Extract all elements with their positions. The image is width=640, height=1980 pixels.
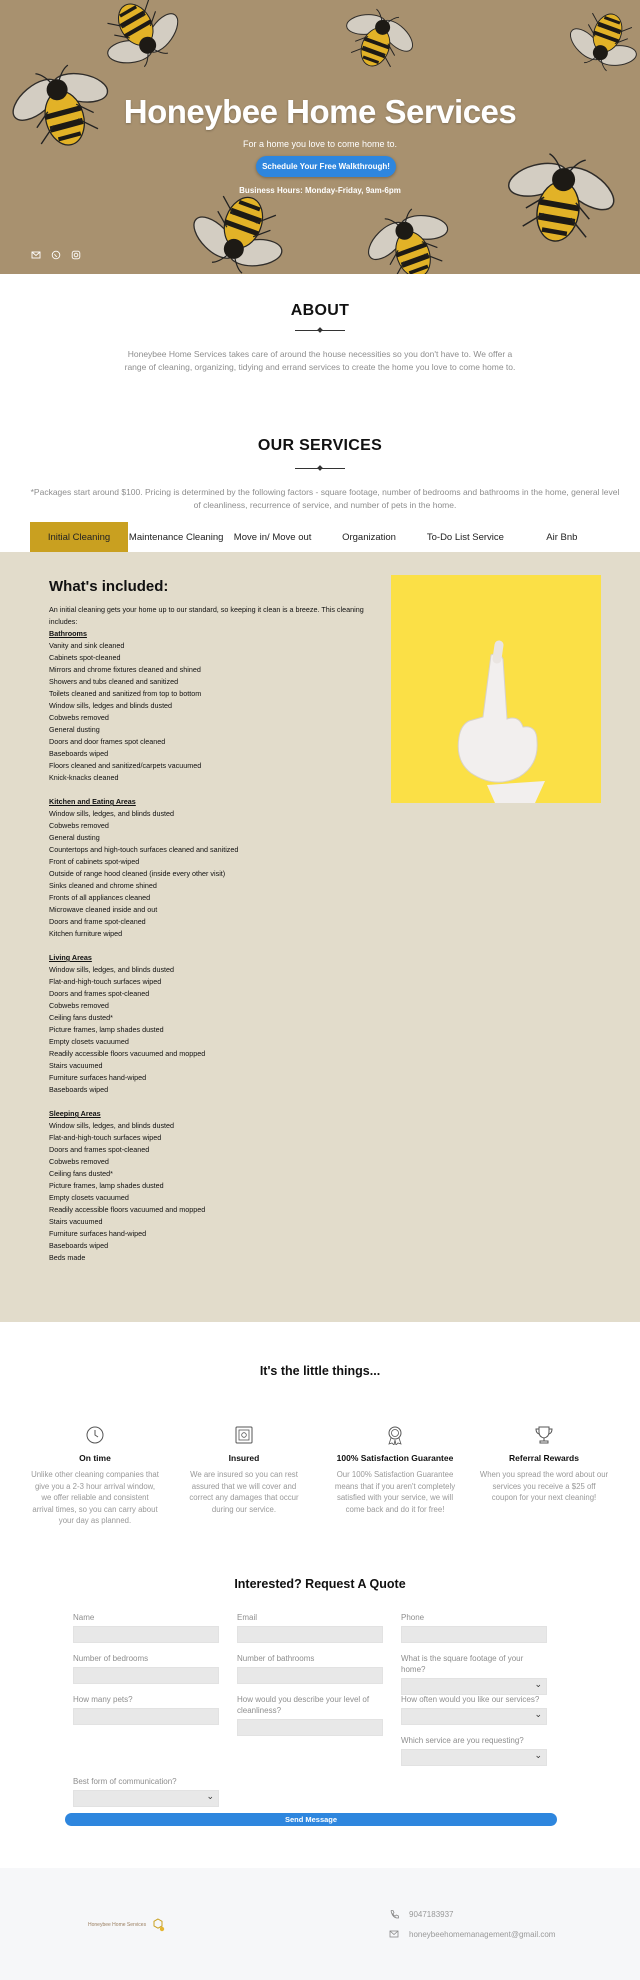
feature-satisfaction (330, 1425, 460, 1515)
list-item: Empty closets vacuumed (49, 1193, 129, 1202)
feature-text: Our 100% Satisfaction Guarantee means that if you aren't completely satisfied with your service, we will come back and do it for free! (334, 1470, 456, 1514)
about-title: ABOUT (290, 302, 350, 319)
phone-field (401, 1612, 547, 1643)
name-input[interactable] (73, 1626, 219, 1643)
list-item: Stairs vacuumed (49, 1217, 103, 1226)
sqft-select[interactable] (401, 1678, 547, 1695)
list-item: Ceiling fans dusted* (49, 1013, 113, 1022)
list-item: Outside of range hood cleaned (inside every other visit) (49, 869, 226, 878)
group-heading: Bathrooms (49, 629, 87, 638)
list-item: Readily accessible floors vacuumed and mopped (49, 1205, 206, 1214)
phone-input[interactable] (401, 1626, 547, 1643)
business-hours: Business Hours: Monday-Friday, 9am-6pm (239, 186, 401, 195)
tab-air-bnb[interactable]: Air Bnb (546, 531, 578, 543)
finger-image (391, 575, 601, 803)
list-item: Flat-and-high-touch surfaces wiped (49, 1133, 162, 1142)
feature-title: Insured (228, 1453, 260, 1463)
tab-initial-cleaning[interactable]: Initial Cleaning (30, 522, 128, 552)
list-item: Doors and frame spot-cleaned (49, 917, 146, 926)
instagram-icon[interactable] (71, 250, 81, 260)
group-spacer (49, 1096, 379, 1108)
list-item: Doors and door frames spot cleaned (49, 737, 166, 746)
list-item: Flat-and-high-touch surfaces wiped (49, 977, 162, 986)
service-field (401, 1735, 547, 1766)
list-item: Furniture surfaces hand-wiped (49, 1073, 147, 1082)
group-heading: Living Areas (49, 953, 92, 962)
list-item: Mirrors and chrome fixtures cleaned and shined (49, 665, 201, 674)
bedrooms-input[interactable] (73, 1667, 219, 1684)
list-item: Stairs vacuumed (49, 1061, 103, 1070)
communication-select[interactable] (73, 1790, 219, 1807)
service-tabs (30, 522, 610, 552)
group-spacer (49, 940, 379, 952)
cleanliness-field (237, 1694, 383, 1736)
hero-title: Honeybee Home Services (123, 93, 517, 130)
panel-heading: What's included: (49, 578, 169, 595)
list-item: Microwave cleaned inside and out (49, 905, 158, 914)
field-label: Best form of communication? (73, 1777, 177, 1786)
email-field (237, 1612, 383, 1643)
list-item: Beds made (49, 1253, 86, 1262)
list-item: Doors and frames spot-cleaned (49, 1145, 150, 1154)
services-title: OUR SERVICES (257, 437, 383, 454)
footer-phone[interactable] (389, 1909, 454, 1919)
list-item: Showers and tubs cleaned and sanitized (49, 677, 179, 686)
field-label: Which service are you requesting? (401, 1736, 524, 1745)
list-item: Countertops and high-touch surfaces cleaned and sanitized (49, 845, 239, 854)
feature-title: 100% Satisfaction Guarantee (336, 1453, 454, 1463)
tab-maintenance-cleaning[interactable]: Maintenance Cleaning (128, 531, 224, 543)
list-item: Front of cabinets spot-wiped (49, 857, 140, 866)
email-icon[interactable] (31, 250, 41, 260)
list-item: Window sills, ledges, and blinds dusted (49, 1121, 175, 1130)
list-item: Window sills, ledges, and blinds dusted (49, 965, 175, 974)
list-item: General dusting (49, 725, 100, 734)
feature-text: When you spread the word about our services you receive a $25 off coupon for your next cleaning! (479, 1470, 609, 1502)
list-item: Picture frames, lamp shades dusted (49, 1025, 164, 1034)
cleanliness-input[interactable] (237, 1719, 383, 1736)
about-text: Honeybee Home Services takes care of around the house necessities so you don't have to. We offer a range of cleaning, organizing, tidying and errand services to create the home you love to come home to. (124, 349, 516, 372)
included-list (49, 604, 379, 1264)
list-item: Cabinets spot-cleaned (49, 653, 121, 662)
field-label: Name (73, 1613, 95, 1622)
badge-icon (385, 1425, 405, 1445)
quote-title: Interested? Request A Quote (234, 1577, 406, 1591)
footer-logo[interactable] (88, 1917, 166, 1933)
bathrooms-input[interactable] (237, 1667, 383, 1684)
list-item: Window sills, ledges, and blinds dusted (49, 809, 175, 818)
field-label: Email (237, 1613, 258, 1622)
hero-subtitle: For a home you love to come home to. (242, 139, 398, 149)
list-item: Knick-knacks cleaned (49, 773, 119, 782)
pets-field (73, 1694, 219, 1725)
feature-referral (479, 1425, 609, 1504)
list-item: Cobwebs removed (49, 1157, 109, 1166)
list-item: Cobwebs removed (49, 821, 109, 830)
footer-email[interactable] (389, 1929, 555, 1939)
list-item: Baseboards wiped (49, 1241, 109, 1250)
name-field (73, 1612, 219, 1643)
list-item: Readily accessible floors vacuumed and mopped (49, 1049, 206, 1058)
group-heading: Sleeping Areas (49, 1109, 101, 1118)
hero-banner (0, 0, 640, 274)
tab-to-do-list-service[interactable]: To-Do List Service (426, 531, 504, 543)
list-item: Sinks cleaned and chrome shined (49, 881, 157, 890)
list-item: Ceiling fans dusted* (49, 1169, 113, 1178)
field-label: Phone (401, 1613, 425, 1622)
list-item: Doors and frames spot-cleaned (49, 989, 150, 998)
email-input[interactable] (237, 1626, 383, 1643)
bee-illustration (0, 0, 640, 274)
list-item: Empty closets vacuumed (49, 1037, 129, 1046)
frequency-select[interactable] (401, 1708, 547, 1725)
schedule-walkthrough-button[interactable]: Schedule Your Free Walkthrough! (256, 156, 396, 177)
send-message-button[interactable]: Send Message (65, 1813, 557, 1826)
service-select[interactable] (401, 1749, 547, 1766)
email-address: honeybeehomemanagement@gmail.com (409, 1929, 556, 1939)
list-item: Baseboards wiped (49, 749, 109, 758)
field-label: What is the square footage of your home? (401, 1654, 524, 1674)
email-icon (389, 1929, 399, 1939)
tab-move-in-move-out[interactable]: Move in/ Move out (233, 531, 312, 543)
tab-organization[interactable]: Organization (342, 531, 396, 543)
field-label: How often would you like our services? (401, 1695, 540, 1704)
list-item: Kitchen furniture wiped (49, 929, 123, 938)
sqft-field (401, 1653, 547, 1695)
little-things-title: It's the little things... (259, 1364, 381, 1378)
list-item: Vanity and sink cleaned (49, 641, 125, 650)
list-item: Toilets cleaned and sanitized from top to bottom (49, 689, 202, 698)
phone-icon (389, 1909, 399, 1919)
logo-text: Honeybee Home Services (88, 1922, 147, 1928)
feature-text: We are insured so you can rest assured that we will cover and correct any damages that occur during our service. (189, 1470, 299, 1514)
services-divider (295, 468, 345, 469)
bedrooms-field (73, 1653, 219, 1684)
list-item: Furniture surfaces hand-wiped (49, 1229, 147, 1238)
list-item: Baseboards wiped (49, 1085, 109, 1094)
pets-input[interactable] (73, 1708, 219, 1725)
field-label: How would you describe your level of cleanliness? (237, 1695, 370, 1715)
communication-field (73, 1776, 219, 1807)
phone-number: 9047183937 (409, 1909, 454, 1919)
bathrooms-field (237, 1653, 383, 1684)
clock-icon (85, 1425, 105, 1445)
list-item: Floors cleaned and sanitized/carpets vacuumed (49, 761, 202, 770)
field-label: How many pets? (73, 1695, 133, 1704)
feature-title: On time (79, 1453, 111, 1463)
group-spacer (49, 784, 379, 796)
list-item: Cobwebs removed (49, 1001, 109, 1010)
whatsapp-icon[interactable] (51, 250, 61, 260)
group-heading: Kitchen and Eating Areas (49, 797, 136, 806)
list-item: Window sills, ledges and blinds dusted (49, 701, 173, 710)
pricing-note: *Packages start around $100. Pricing is determined by the following factors - square footage, number of bedrooms and bathrooms in the home, general level of cleanliness, recurrence of service, and number of pets in the home. (30, 487, 620, 510)
feature-title: Referral Rewards (509, 1453, 579, 1463)
about-divider (295, 330, 345, 331)
frequency-field (401, 1694, 547, 1725)
panel-intro: An initial cleaning gets your home up to our standard, so keeping it clean is a breeze. This cleaning includes: (49, 605, 364, 626)
safe-icon (234, 1425, 254, 1445)
list-item: Picture frames, lamp shades dusted (49, 1181, 164, 1190)
feature-text: Unlike other cleaning companies that give you a 2-3 hour arrival window, we offer reliable and consistent arrival times, so you can carry about your day as planned. (31, 1470, 159, 1525)
list-item: Cobwebs removed (49, 713, 109, 722)
feature-on-time (30, 1425, 160, 1527)
field-label: Number of bathrooms (237, 1654, 315, 1663)
trophy-icon (534, 1425, 554, 1445)
list-item: Fronts of all appliances cleaned (49, 893, 151, 902)
feature-insured (179, 1425, 309, 1515)
field-label: Number of bedrooms (73, 1654, 149, 1663)
honeycomb-icon (150, 1917, 166, 1933)
list-item: General dusting (49, 833, 100, 842)
